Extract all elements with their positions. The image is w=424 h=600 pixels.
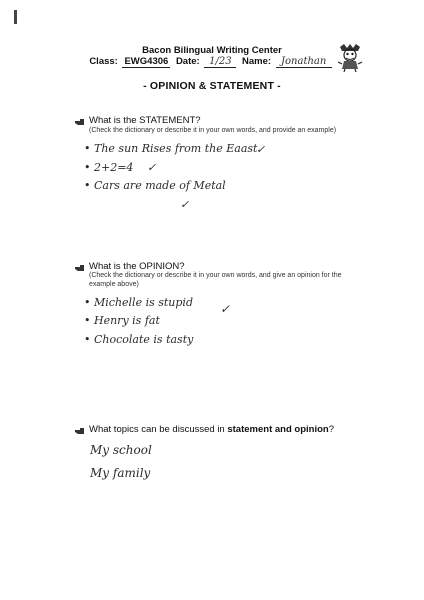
statement-answer-3: • Cars are made of Metal	[84, 179, 226, 192]
statement-hint: (Check the dictionary or describe it in your own words, and provide an example)	[89, 127, 337, 134]
center-name: Bacon Bilingual Writing Center	[142, 45, 282, 56]
corner-mark	[14, 10, 17, 24]
pointing-hand-icon	[75, 426, 85, 435]
check-mark: ✓	[256, 143, 266, 156]
pointing-hand-icon	[75, 117, 85, 126]
statement-answer-1: • The sun Rises from the Eaast	[84, 142, 258, 155]
check-mark: ✓	[146, 161, 157, 174]
pointing-hand-icon	[75, 263, 85, 272]
opinion-hint-line-1: (Check the dictionary or describe it in your own words, and give an opinion for the	[89, 272, 342, 279]
opinion-answer-1: • Michelle is stupid	[84, 296, 193, 309]
statement-answer-2: • 2+2=4 ✓	[84, 161, 157, 174]
statement-question: What is the STATEMENT?	[89, 115, 201, 126]
opinion-hint-line-2: example above)	[89, 281, 139, 288]
topics-answer-1: My school	[90, 443, 152, 457]
topics-answer-2: My family	[90, 466, 151, 480]
class-label: Class:	[89, 56, 118, 67]
opinion-answer-2: • Henry is fat	[84, 314, 160, 327]
name-label: Name:	[241, 56, 272, 67]
name-value: Jonathan	[276, 56, 332, 68]
date-label: Date:	[175, 56, 200, 67]
topics-question: What topics can be discussed in statement and opinion?	[89, 424, 334, 435]
check-mark: ✓	[180, 198, 190, 211]
check-mark: ✓	[220, 302, 231, 316]
date-value: 1/23	[204, 56, 236, 68]
opinion-question: What is the OPINION?	[89, 261, 185, 272]
page-title: - OPINION & STATEMENT -	[143, 80, 281, 92]
class-value: EWG4306	[124, 56, 169, 67]
opinion-answer-3: • Chocolate is tasty	[84, 333, 194, 346]
cartoon-mascot-icon	[336, 42, 364, 72]
